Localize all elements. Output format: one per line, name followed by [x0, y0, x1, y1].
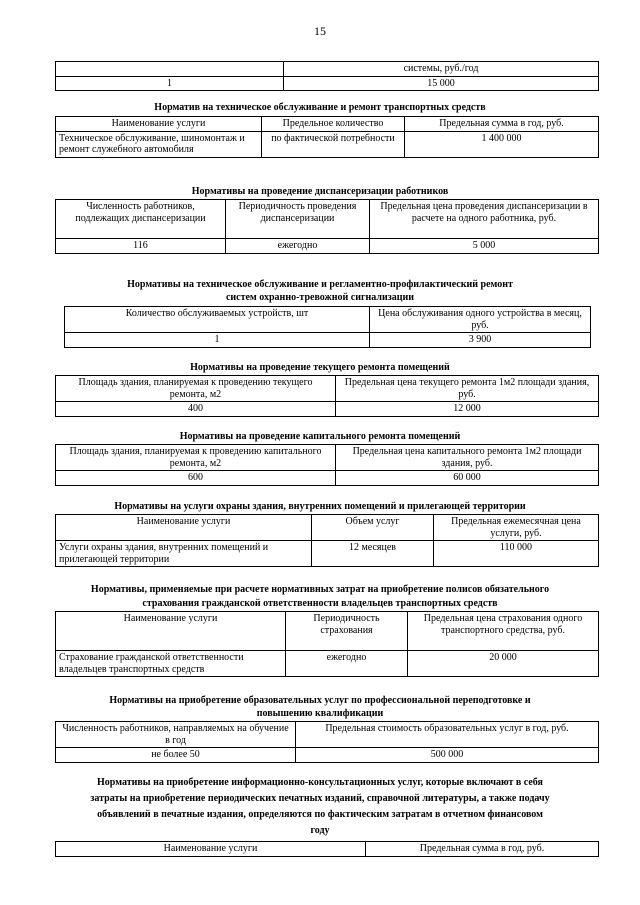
table-header-row [56, 722, 599, 748]
table-vehicle-maintenance [55, 116, 599, 158]
table-cell: 1 [65, 333, 370, 348]
column-header: Предельная цена страхования одного транспортного средства, руб. [408, 612, 599, 651]
table-cell: Техническое обслуживание, шиномонтаж и ремонт служебного автомобиля [56, 131, 262, 157]
table-current-repair [55, 375, 599, 417]
section-title: затраты на приобретение периодических печатных изданий, справочной литературы, а также подачу [90, 793, 550, 804]
column-header: Объем услуг [312, 515, 434, 541]
table-cell: 3 900 [370, 333, 591, 348]
table-header-row [56, 200, 599, 239]
column-header: Цена обслуживания одного устройства в месяц, руб. [370, 307, 591, 333]
table-insurance [55, 611, 599, 677]
column-header: Предельная цена капитального ремонта 1м2 площади здания, руб. [336, 445, 599, 471]
table-header-row [56, 376, 599, 402]
section-title: Нормативы на приобретение информационно-консультационных услуг, которые включают в себя [97, 777, 543, 788]
section-title: Нормативы на проведение диспансеризации работников [191, 186, 449, 197]
column-header: Наименование услуги [56, 842, 366, 857]
table-cell: 600 [56, 471, 336, 486]
table-cell: системы, руб./год [284, 62, 599, 77]
table-row [56, 651, 599, 677]
table-cell: не более 50 [56, 748, 296, 763]
table-row [65, 333, 591, 348]
column-header: Предельная цена проведения диспансеризации в расчете на одного работника, руб. [370, 200, 599, 239]
column-header: Численность работников, подлежащих диспансеризации [56, 200, 226, 239]
section-title: Норматив на техническое обслуживание и ремонт транспортных средств [154, 102, 486, 113]
table-header-row [56, 842, 599, 857]
table-training [55, 721, 599, 763]
table-cell: 12 месяцев [312, 541, 434, 567]
table-row [56, 402, 599, 417]
table-cell: ежегодно [226, 239, 370, 254]
column-header: Наименование услуги [56, 515, 312, 541]
table-cell: 60 000 [336, 471, 599, 486]
table-header-row [56, 117, 599, 132]
table-cell: 12 000 [336, 402, 599, 417]
table-cell: 500 000 [296, 748, 599, 763]
table-row [56, 748, 599, 763]
table-row [56, 239, 599, 254]
table-medical-exam [55, 199, 599, 254]
table-security [55, 514, 599, 567]
table-cell: 15 000 [284, 76, 599, 91]
table-header-row [56, 612, 599, 651]
section-title: Нормативы на проведение капитального ремонта помещений [179, 431, 461, 442]
section-title: Нормативы, применяемые при расчете нормативных затрат на приобретение полисов обязательного [90, 584, 550, 595]
column-header: Предельная стоимость образовательных услуг в год, руб. [296, 722, 599, 748]
column-header: Предельная сумма в год, руб. [405, 117, 599, 132]
column-header: Предельное количество [262, 117, 405, 132]
table-capital-repair [55, 444, 599, 486]
table-row [56, 541, 599, 567]
column-header: Предельная сумма в год, руб. [366, 842, 599, 857]
section-title: страхования гражданской ответственности владельцев транспортных средств [142, 598, 498, 609]
section-title: систем охранно-тревожной сигнализации [225, 292, 415, 303]
table-header-row [56, 445, 599, 471]
section-title: объявлений в печатные издания, определяются по фактическим затратам в отчетном финансовом [97, 809, 543, 820]
table-cell: Страхование гражданской ответственности владельцев транспортных средств [56, 651, 286, 677]
table-info-services [55, 841, 599, 857]
table-row [56, 76, 599, 91]
section-title: повышению квалификации [256, 708, 384, 719]
column-header: Численность работников, направляемых на обучение в год [56, 722, 296, 748]
table-cell: 20 000 [408, 651, 599, 677]
column-header: Наименование услуги [56, 117, 262, 132]
column-header: Периодичность проведения диспансеризации [226, 200, 370, 239]
table-cell: 5 000 [370, 239, 599, 254]
column-header: Периодичность страхования [286, 612, 408, 651]
table-continuation [55, 61, 599, 91]
table-cell: 1 [56, 76, 284, 91]
section-title: году [310, 825, 330, 836]
table-header-row [65, 307, 591, 333]
table-row [56, 131, 599, 157]
table-cell: 1 400 000 [405, 131, 599, 157]
table-cell: 110 000 [434, 541, 599, 567]
table-cell [56, 62, 284, 77]
table-cell: Услуги охраны здания, внутренних помещений и прилегающей территории [56, 541, 312, 567]
column-header: Наименование услуги [56, 612, 286, 651]
column-header: Количество обслуживаемых устройств, шт [65, 307, 370, 333]
table-cell: 116 [56, 239, 226, 254]
table-row [56, 471, 599, 486]
section-title: Нормативы на приобретение образовательных услуг по профессиональной переподготовке и [109, 695, 531, 706]
section-title: Нормативы на техническое обслуживание и регламентно-профилактический ремонт [127, 279, 513, 290]
table-row [56, 62, 599, 77]
table-cell: по фактической потребности [262, 131, 405, 157]
table-alarm-maintenance [64, 306, 591, 348]
table-cell: ежегодно [286, 651, 408, 677]
column-header: Предельная цена текущего ремонта 1м2 площади здания, руб. [336, 376, 599, 402]
section-title: Нормативы на услуги охраны здания, внутренних помещений и прилегающей территории [114, 501, 526, 512]
table-header-row [56, 515, 599, 541]
column-header: Предельная ежемесячная цена услуги, руб. [434, 515, 599, 541]
table-cell: 400 [56, 402, 336, 417]
section-title: Нормативы на проведение текущего ремонта помещений [190, 362, 450, 373]
column-header: Площадь здания, планируемая к проведению капитального ремонта, м2 [56, 445, 336, 471]
page-number: 15 [314, 24, 326, 38]
column-header: Площадь здания, планируемая к проведению текущего ремонта, м2 [56, 376, 336, 402]
